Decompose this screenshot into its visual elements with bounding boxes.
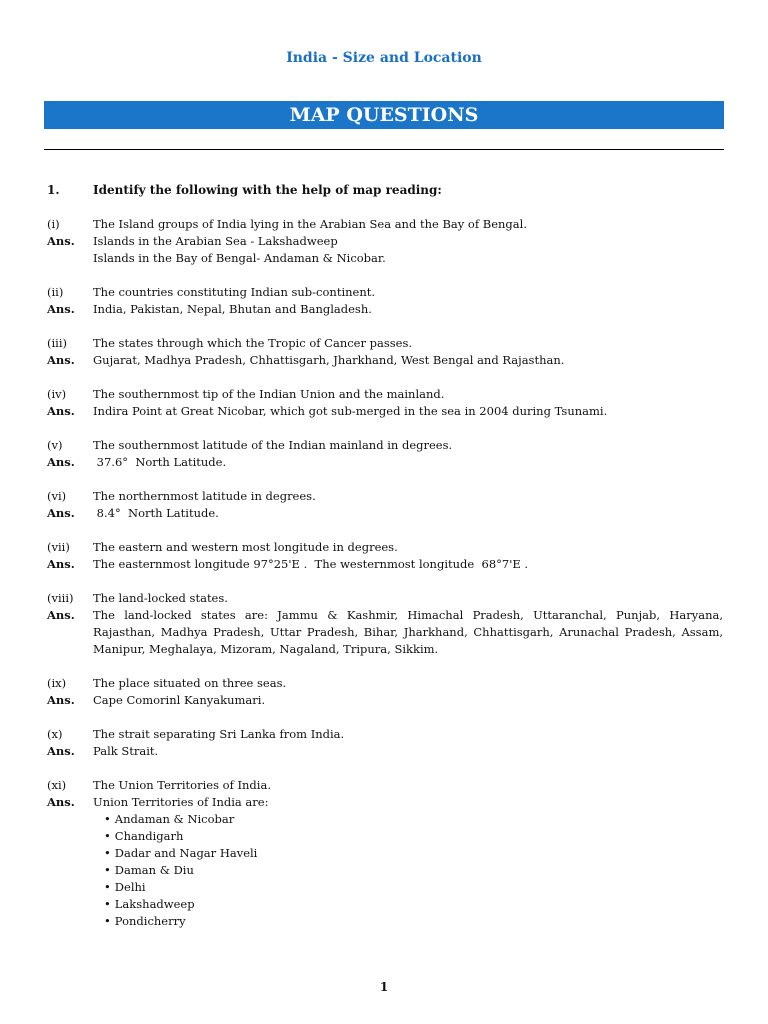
- answer-text: Islands in the Bay of Bengal- Andaman & Nicobar.: [93, 251, 386, 265]
- answer-text: Indira Point at Great Nicobar, which got sub-merged in the sea in 2004 during Tsunami.: [93, 404, 608, 418]
- item-number: (viii): [47, 591, 74, 605]
- item-number: (vi): [47, 489, 67, 503]
- item-question: The land-locked states.: [93, 591, 228, 605]
- answer-line: [47, 794, 723, 811]
- answer-text: Gujarat, Madhya Pradesh, Chhattisgarh, Jharkhand, West Bengal and Rajasthan.: [93, 353, 565, 367]
- question-line: [47, 335, 723, 352]
- question-line: [47, 675, 723, 692]
- item-question: The Union Territories of India.: [93, 778, 271, 792]
- question-line: [47, 539, 723, 556]
- main-question: [47, 183, 442, 197]
- item-question: The strait separating Sri Lanka from India.: [93, 727, 345, 741]
- answer-label: Ans.: [47, 455, 75, 469]
- section-banner: MAP QUESTIONS: [44, 101, 724, 129]
- item-question: The countries constituting Indian sub-continent.: [93, 285, 376, 299]
- answer-label: Ans.: [47, 506, 75, 520]
- answer-text: 37.6° North Latitude.: [93, 455, 227, 469]
- answer-line: [47, 692, 723, 709]
- answer-label: Ans.: [47, 795, 75, 809]
- item-question: The eastern and western most longitude in degrees.: [93, 540, 398, 554]
- qa-item: [47, 335, 723, 369]
- answer-text: Islands in the Arabian Sea - Lakshadweep: [93, 234, 338, 248]
- question-number: 1.: [47, 183, 60, 197]
- answer-label: Ans.: [47, 353, 75, 367]
- answer-text: 8.4° North Latitude.: [93, 506, 219, 520]
- answer-text: Cape Comorinl Kanyakumari.: [93, 693, 266, 707]
- item-number: (x): [47, 727, 63, 741]
- qa-item: [47, 726, 723, 760]
- item-number: (vii): [47, 540, 70, 554]
- qa-item: [47, 488, 723, 522]
- item-number: (iv): [47, 387, 67, 401]
- answer-label: Ans.: [47, 302, 75, 316]
- item-number: (iii): [47, 336, 68, 350]
- qa-item: [47, 539, 723, 573]
- item-question: The states through which the Tropic of Cancer passes.: [93, 336, 413, 350]
- question-line: [47, 437, 723, 454]
- answer-line: [47, 607, 727, 658]
- page-number: 1: [379, 980, 389, 994]
- answer-label: Ans.: [47, 693, 75, 707]
- answer-line: [47, 454, 723, 471]
- qa-item: [47, 675, 723, 709]
- item-number: (i): [47, 217, 60, 231]
- list-item: • Pondicherry: [104, 913, 723, 930]
- question-line: [47, 777, 723, 794]
- qa-item: [47, 777, 723, 930]
- answer-label: Ans.: [47, 557, 75, 571]
- document-title: India - Size and Location: [286, 50, 482, 66]
- question-text: Identify the following with the help of map reading:: [93, 183, 442, 197]
- answer-line: [47, 403, 723, 420]
- list-item: • Dadar and Nagar Haveli: [104, 845, 723, 862]
- answer-label: [47, 250, 93, 267]
- answer-line: [47, 505, 723, 522]
- answer-label: Ans.: [47, 234, 75, 248]
- list-item: • Andaman & Nicobar: [104, 811, 723, 828]
- answer-text: Union Territories of India are:: [93, 795, 269, 809]
- list-item: • Delhi: [104, 879, 723, 896]
- item-question: The Island groups of India lying in the Arabian Sea and the Bay of Bengal.: [93, 217, 527, 231]
- qa-item: [47, 590, 727, 658]
- question-line: [47, 386, 723, 403]
- answer-line: [47, 556, 723, 573]
- question-line: [47, 590, 723, 607]
- answer-line: [47, 743, 723, 760]
- item-question: The northernmost latitude in degrees.: [93, 489, 316, 503]
- answer-text: The land-locked states are: Jammu & Kashmir, Himachal Pradesh, Uttaranchal, Punjab, Haryana, Rajasthan, Madhya Pradesh, Uttar Pradesh, Bihar, Jharkhand, Chhattisgarh, Arunachal Pradesh, Assam, Manipur, Meghalaya, Mizoram, Nagaland, Tripura, Sikkim.: [93, 608, 727, 656]
- divider: [44, 149, 724, 150]
- question-line: [47, 284, 723, 301]
- answer-line: [47, 352, 723, 369]
- list-item: • Chandigarh: [104, 828, 723, 845]
- answer-text: The easternmost longitude 97°25'E . The westernmost longitude 68°7'E .: [93, 557, 529, 571]
- item-question: The place situated on three seas.: [93, 676, 287, 690]
- qa-item: [47, 216, 723, 267]
- union-territories-list: [47, 811, 723, 930]
- item-question: The southernmost tip of the Indian Union and the mainland.: [93, 387, 445, 401]
- qa-item: [47, 284, 723, 318]
- answer-line: [47, 233, 723, 250]
- answer-label: Ans.: [47, 608, 75, 622]
- answer-label: Ans.: [47, 744, 75, 758]
- item-number: (ii): [47, 285, 64, 299]
- answer-text: Palk Strait.: [93, 744, 159, 758]
- list-item: • Lakshadweep: [104, 896, 723, 913]
- answer-label: Ans.: [47, 404, 75, 418]
- question-line: [47, 488, 723, 505]
- item-question: The southernmost latitude of the Indian mainland in degrees.: [93, 438, 453, 452]
- list-item: • Daman & Diu: [104, 862, 723, 879]
- qa-item: [47, 386, 723, 420]
- qa-item: [47, 437, 723, 471]
- answer-text: India, Pakistan, Nepal, Bhutan and Bangladesh.: [93, 302, 372, 316]
- question-line: [47, 726, 723, 743]
- item-number: (v): [47, 438, 63, 452]
- question-line: [47, 216, 723, 233]
- answer-line: [47, 301, 723, 318]
- item-number: (xi): [47, 778, 67, 792]
- item-number: (ix): [47, 676, 67, 690]
- qa-list: [47, 216, 727, 947]
- answer-line: [47, 250, 723, 267]
